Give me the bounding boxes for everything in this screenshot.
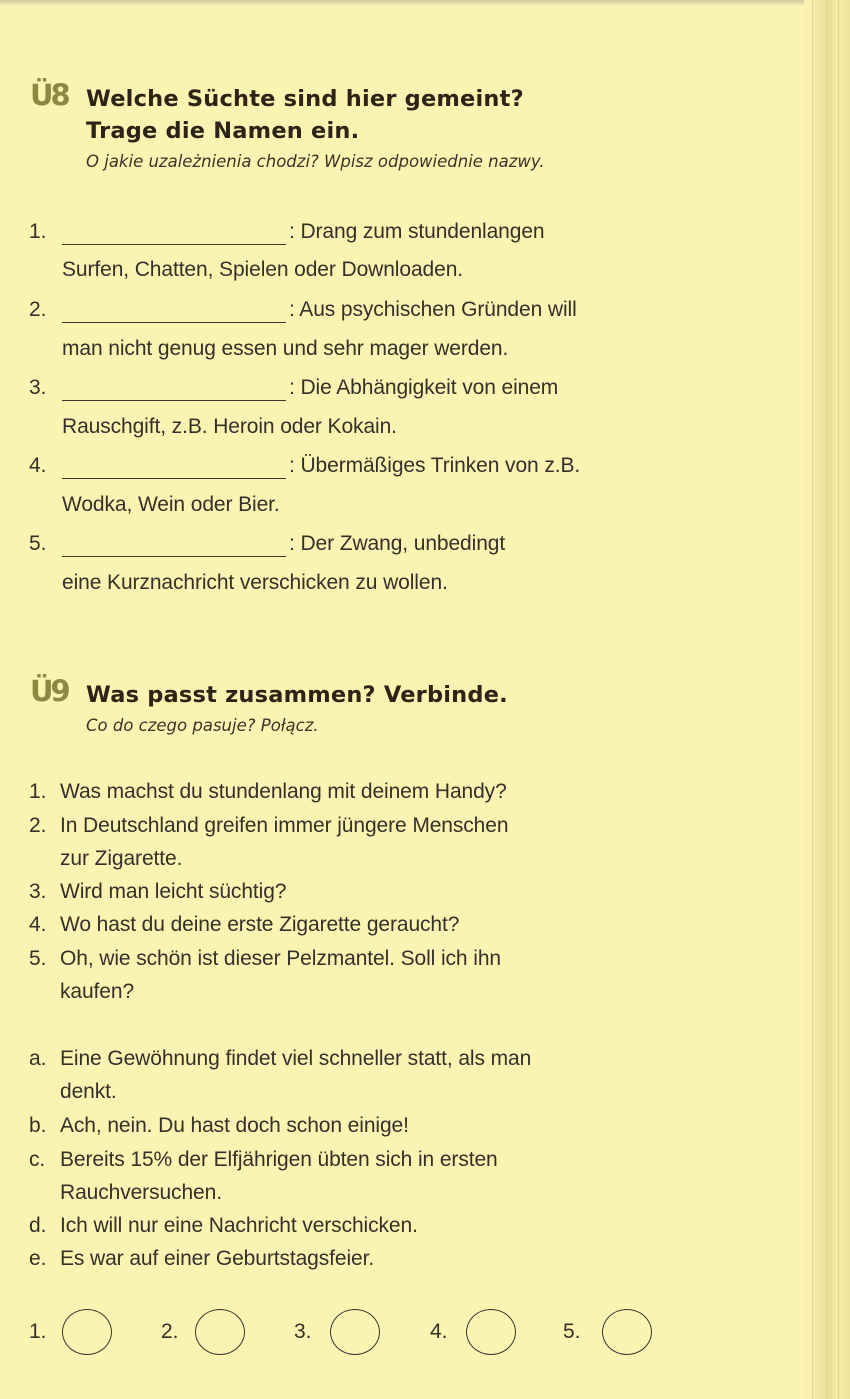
exercise-8-badge: Ü8 [30, 78, 68, 112]
item-definition: : Die Abhängigkeit von einem [289, 376, 559, 399]
answer-text-cont: denkt. [60, 1080, 117, 1103]
answer-text-cont: Rauchversuchen. [60, 1181, 222, 1204]
question-text: Wo hast du deine erste Zigarette geraucht? [60, 913, 460, 936]
item-number: 1. [29, 220, 47, 243]
question-number: 5. [29, 947, 47, 970]
exercise-9-subtitle: Co do czego pasuje? Połącz. [86, 716, 319, 735]
answer-blank[interactable] [62, 478, 286, 479]
answer-text: Ach, nein. Du hast doch schon einige! [60, 1114, 409, 1137]
item-number: 4. [29, 454, 47, 477]
answer-blank[interactable] [62, 556, 286, 557]
answer-text: Ich will nur eine Nachricht verschicken. [60, 1214, 418, 1237]
answer-circle[interactable] [62, 1309, 112, 1355]
exercise-9-title: Was passt zusammen? Verbinde. [86, 682, 508, 708]
question-text: Wird man leicht süchtig? [60, 880, 287, 903]
question-number: 1. [29, 780, 47, 803]
answer-letter: d. [29, 1214, 47, 1237]
answer-text: Es war auf einer Geburtstagsfeier. [60, 1247, 375, 1270]
item-definition-cont: Surfen, Chatten, Spielen oder Downloaden. [62, 258, 464, 281]
answer-letter: a. [29, 1047, 47, 1070]
exercise-9-badge: Ü9 [30, 674, 68, 708]
slot-number: 4. [430, 1320, 448, 1343]
item-definition-cont: man nicht genug essen und sehr mager werden. [62, 337, 509, 360]
item-definition: : Drang zum stundenlangen [289, 220, 545, 243]
question-text-cont: zur Zigarette. [60, 847, 183, 870]
answer-letter: b. [29, 1114, 47, 1137]
item-definition-cont: eine Kurznachricht verschicken zu wollen. [62, 571, 448, 594]
page-top-edge [0, 0, 850, 6]
page-edge-line [838, 0, 839, 1399]
question-number: 3. [29, 880, 47, 903]
answer-text: Bereits 15% der Elfjährigen übten sich in ersten [60, 1148, 498, 1171]
item-definition-cont: Rauschgift, z.B. Heroin oder Kokain. [62, 415, 397, 438]
item-definition-cont: Wodka, Wein oder Bier. [62, 493, 280, 516]
question-text-cont: kaufen? [60, 980, 135, 1003]
item-number: 2. [29, 298, 47, 321]
page-edge-line [812, 0, 813, 1399]
answer-circle[interactable] [466, 1309, 516, 1355]
item-definition: : Der Zwang, unbedingt [289, 532, 506, 555]
question-text: In Deutschland greifen immer jüngere Menschen [60, 814, 509, 837]
answer-text: Eine Gewöhnung findet viel schneller statt, als man [60, 1047, 532, 1070]
item-number: 5. [29, 532, 47, 555]
slot-number: 1. [29, 1320, 47, 1343]
exercise-8-subtitle: O jakie uzależnienia chodzi? Wpisz odpowiednie nazwy. [86, 152, 545, 171]
exercise-8-title-line2: Trage die Namen ein. [86, 118, 360, 144]
slot-number: 2. [161, 1320, 179, 1343]
answer-letter: c. [29, 1148, 46, 1171]
answer-blank[interactable] [62, 244, 286, 245]
item-definition: : Übermäßiges Trinken von z.B. [289, 454, 581, 477]
item-definition: : Aus psychischen Gründen will [289, 298, 577, 321]
question-number: 4. [29, 913, 47, 936]
answer-blank[interactable] [62, 322, 286, 323]
question-text: Oh, wie schön ist dieser Pelzmantel. Soll ich ihn [60, 947, 501, 970]
answer-circle[interactable] [602, 1309, 652, 1355]
slot-number: 3. [294, 1320, 312, 1343]
page-right-edge [804, 0, 850, 1399]
item-number: 3. [29, 376, 47, 399]
answer-circle[interactable] [195, 1309, 245, 1355]
answer-circle[interactable] [330, 1309, 380, 1355]
question-text: Was machst du stundenlang mit deinem Handy? [60, 780, 507, 803]
page-edge-line [826, 0, 827, 1399]
question-number: 2. [29, 814, 47, 837]
answer-blank[interactable] [62, 400, 286, 401]
answer-letter: e. [29, 1247, 47, 1270]
slot-number: 5. [563, 1320, 581, 1343]
exercise-8-title-line1: Welche Süchte sind hier gemeint? [86, 86, 524, 112]
